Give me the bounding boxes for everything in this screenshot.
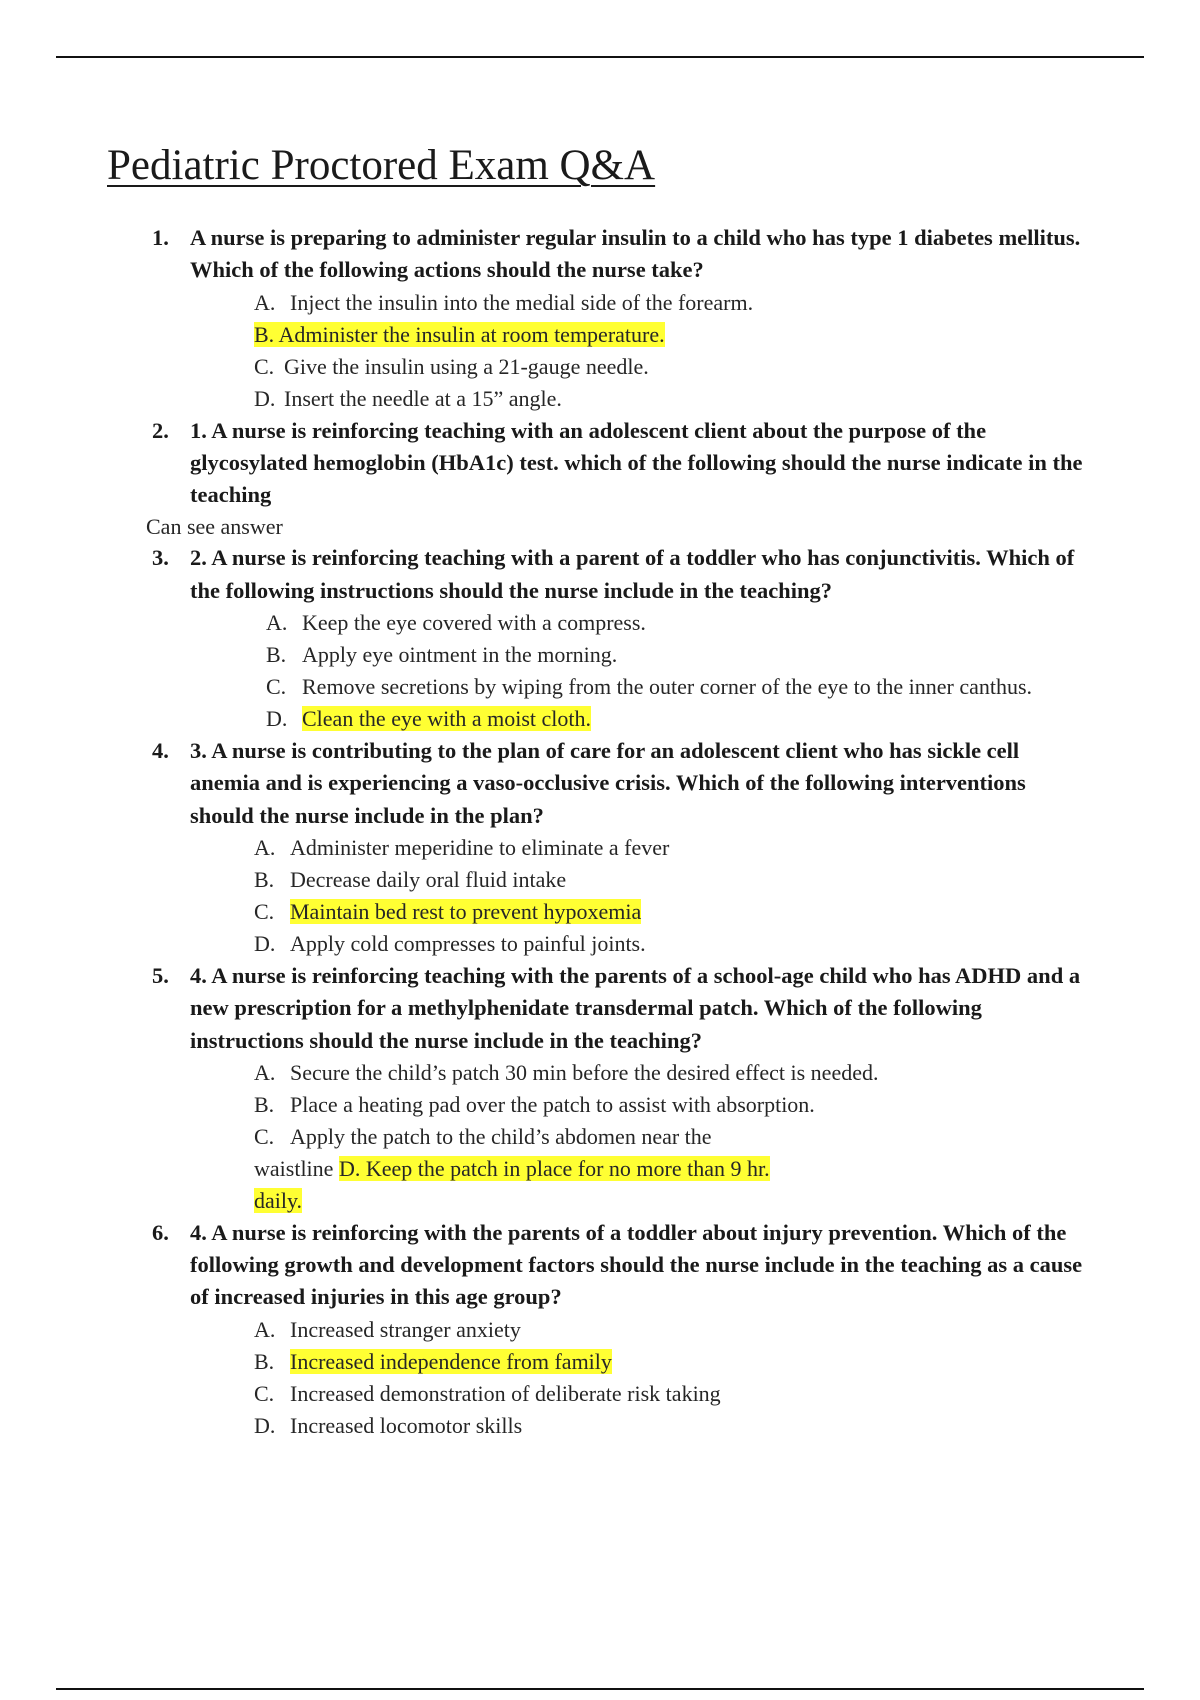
- option-letter: C.: [266, 674, 287, 700]
- question-number: 3.: [152, 545, 169, 571]
- question-text: A nurse is preparing to administer regular insulin to a child who has type 1 diabetes mellitus. Which of the following actions should the nurse take?: [190, 225, 1081, 283]
- option: [254, 1378, 1200, 1410]
- option-letter: D.: [254, 1412, 276, 1438]
- option-letter: C.: [254, 1123, 275, 1149]
- question-5: [0, 960, 1200, 1057]
- option: [254, 319, 1200, 351]
- question-text: 3. A nurse is contributing to the plan of care for an adolescent client who has sickle cell anemia and is experiencing a vaso-occlusive crisis. Which of the following interventions should the nurse include in the plan?: [190, 738, 1026, 828]
- option: [254, 1346, 1200, 1378]
- highlighted-answer: Increased independence from family: [290, 1348, 612, 1374]
- option-text: Inject the insulin into the medial side of the forearm.: [290, 289, 754, 315]
- option-text: Administer the insulin at room temperature.: [278, 321, 665, 347]
- highlighted-answer: [254, 322, 665, 347]
- option-text: Insert the needle at a 15” angle.: [284, 385, 562, 411]
- question-text: 4. A nurse is reinforcing teaching with the parents of a school-age child who has ADHD and a new prescription for a methylphenidate transdermal patch. Which of the following instructions should the nurse include in the teaching?: [190, 962, 1081, 1053]
- option: [254, 351, 1200, 383]
- option: [254, 1057, 1200, 1089]
- option-letter: A.: [254, 1059, 276, 1085]
- option-text: Apply the patch to the child’s abdomen near the: [290, 1123, 712, 1149]
- option-text: waistline: [254, 1155, 334, 1181]
- option-letter: A.: [254, 1316, 276, 1342]
- option: [254, 864, 1200, 896]
- option-letter: B.: [254, 1091, 275, 1117]
- option-letter: B.: [254, 1348, 275, 1374]
- highlighted-answer: daily.: [254, 1187, 303, 1213]
- option-letter: A.: [254, 834, 276, 860]
- option-letter: C.: [254, 353, 275, 379]
- option: [254, 1410, 1200, 1442]
- option: [254, 896, 1200, 928]
- highlighted-answer: Maintain bed rest to prevent hypoxemia: [290, 898, 642, 924]
- option: [266, 671, 1200, 703]
- option-text: Give the insulin using a 21-gauge needle.: [284, 353, 649, 379]
- question-number: 2.: [152, 417, 169, 443]
- question-4: [0, 735, 1200, 832]
- option: [254, 1121, 1200, 1153]
- question-6: [0, 1217, 1200, 1314]
- option-letter: C.: [254, 898, 275, 924]
- option-text: Increased stranger anxiety: [290, 1316, 521, 1342]
- option-text: Apply cold compresses to painful joints.: [290, 930, 646, 956]
- option-letter: A.: [254, 289, 276, 315]
- option: [254, 1089, 1200, 1121]
- question-number: 4.: [152, 738, 169, 764]
- question-number: 1.: [152, 225, 169, 250]
- question-list: [0, 222, 1200, 1442]
- option-text: Keep the eye covered with a compress.: [302, 610, 646, 636]
- page-title: Pediatric Proctored Exam Q&A: [107, 142, 656, 189]
- option-letter: B.: [254, 321, 275, 347]
- question-number: 5.: [152, 962, 169, 988]
- highlighted-answer: D. Keep the patch in place for no more than 9 hr.: [338, 1155, 770, 1181]
- option-letter: D.: [254, 385, 276, 411]
- option: [266, 607, 1200, 639]
- option: [266, 703, 1200, 735]
- option-text: Decrease daily oral fluid intake: [290, 866, 567, 892]
- question-3: [0, 542, 1200, 607]
- option-continuation: [254, 1153, 1200, 1185]
- option-text: Increased demonstration of deliberate risk taking: [290, 1380, 721, 1406]
- option-continuation: [254, 1185, 1200, 1217]
- answer-note: Can see answer: [146, 514, 283, 540]
- option: [254, 928, 1200, 960]
- option-letter: D.: [254, 930, 276, 956]
- question-number: 6.: [152, 1219, 169, 1245]
- option-text: Apply eye ointment in the morning.: [302, 642, 618, 668]
- option-text: Place a heating pad over the patch to assist with absorption.: [290, 1091, 815, 1117]
- option-letter: D.: [266, 706, 288, 732]
- question-2: [0, 415, 1200, 512]
- highlighted-answer: Clean the eye with a moist cloth.: [302, 706, 591, 732]
- question-1: [0, 222, 1200, 287]
- option-letter: C.: [254, 1380, 275, 1406]
- option-letter: B.: [254, 866, 275, 892]
- top-rule: [56, 56, 1144, 58]
- question-text: 4. A nurse is reinforcing with the parents of a toddler about injury prevention. Which of the following growth and development factors should the nurse include in the teaching as a cause of increased injuries in this age group?: [190, 1219, 1083, 1310]
- question-text: 2. A nurse is reinforcing teaching with a parent of a toddler who has conjunctivitis. Which of the following instructions should the nurse include in the teaching?: [190, 545, 1075, 603]
- option-text: Increased locomotor skills: [290, 1412, 523, 1438]
- question-text: 1. A nurse is reinforcing teaching with an adolescent client about the purpose of the glycosylated hemoglobin (HbA1c) test. which of the following should the nurse indicate in the teaching: [190, 417, 1083, 508]
- option: [266, 639, 1200, 671]
- bottom-rule: [56, 1688, 1144, 1690]
- option: [254, 383, 1200, 415]
- option: [254, 287, 1200, 319]
- option-text: Secure the child’s patch 30 min before the desired effect is needed.: [290, 1059, 879, 1085]
- option-letter: B.: [266, 642, 287, 668]
- option: [254, 832, 1200, 864]
- option-text: Remove secretions by wiping from the outer corner of the eye to the inner canthus.: [302, 674, 1033, 700]
- option: [254, 1314, 1200, 1346]
- option-letter: A.: [266, 610, 288, 636]
- option-text: Administer meperidine to eliminate a fever: [290, 834, 670, 860]
